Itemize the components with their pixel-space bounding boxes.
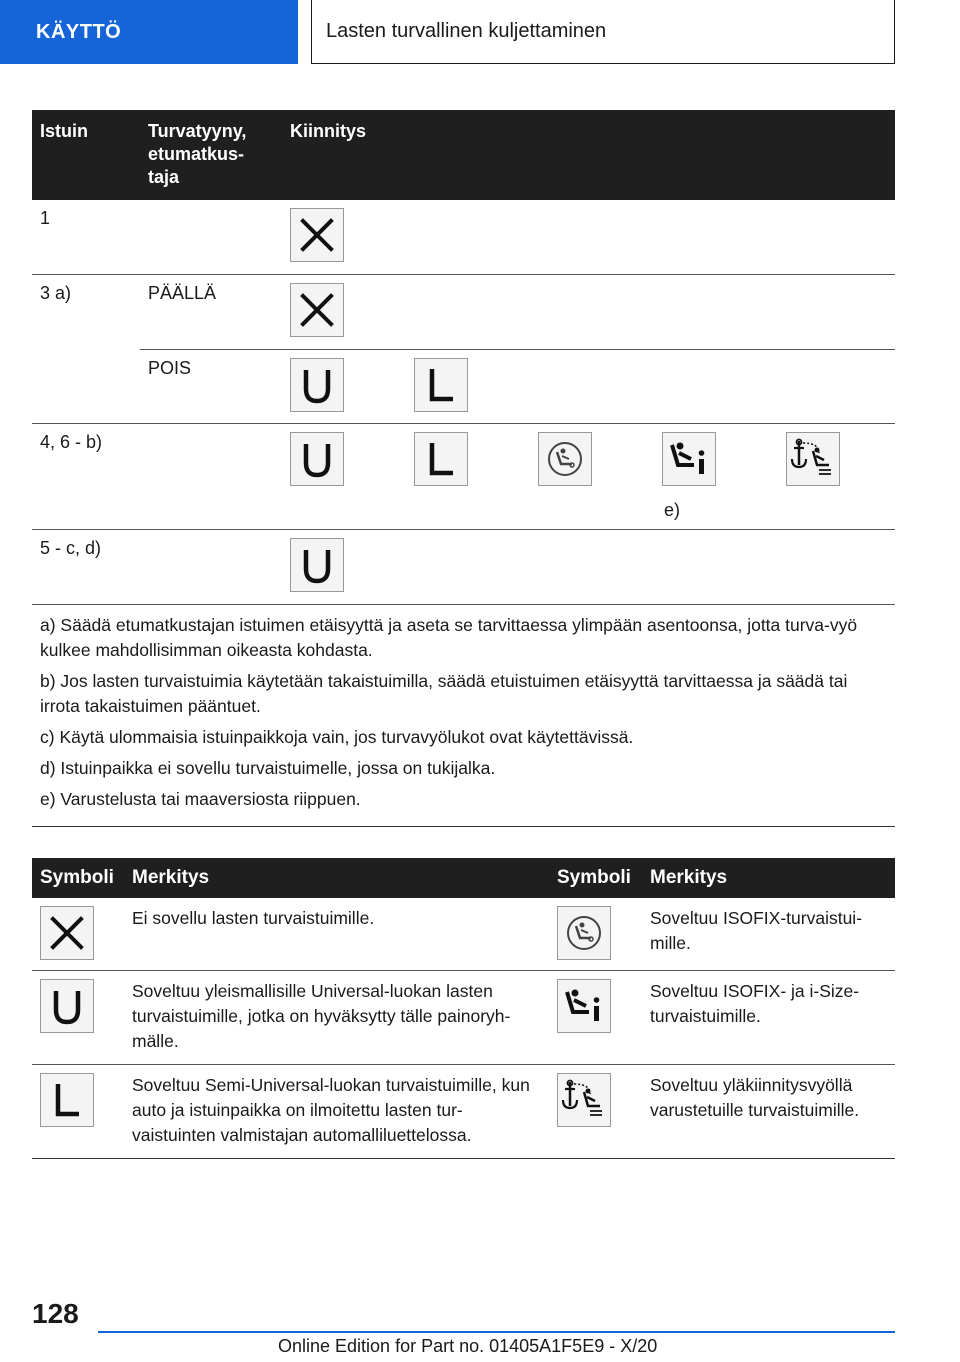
universal-u-icon — [290, 432, 344, 486]
semi-universal-l-icon — [40, 1073, 94, 1127]
airbag-label: PÄÄLLÄ — [140, 275, 282, 350]
symbol-meaning: Ei sovellu lasten turvaistuimille. — [124, 898, 549, 971]
top-tether-icon — [557, 1073, 611, 1127]
footnote: e) Varustelusta tai maaversiosta riippuen. — [40, 789, 361, 809]
not-suitable-icon — [290, 208, 344, 262]
col-header-meaning: Merkitys — [642, 858, 895, 898]
seat-label: 3 a) — [40, 283, 72, 303]
isofix-icon — [557, 906, 611, 960]
col-header-symbol: Symboli — [32, 858, 124, 898]
top-tether-icon — [786, 432, 840, 486]
col-header-symbol: Symboli — [549, 858, 642, 898]
page-number: 128 — [32, 1298, 79, 1329]
footnote: a) Säädä etumatkustajan istuimen etäisyyttä ja aseta se tarvittaessa ylimpään asentoonsa, jotta turva-vyö kulkee mahdollisimman oikeasta kohdasta. — [40, 615, 858, 660]
symbol-meaning: Soveltuu ISOFIX- ja i-Size-turvaistuimille. — [642, 971, 895, 1065]
table-row — [32, 1065, 895, 1159]
table-row — [32, 424, 895, 530]
footnote: b) Jos lasten turvaistuimia käytetään takaistuimilla, säädä etuistuimen etäisyyttä tarvittaessa ja säädä tai irrota takaistuimen pääntuet. — [40, 671, 848, 716]
not-suitable-icon — [40, 906, 94, 960]
seat-label: 1 — [32, 200, 140, 275]
symbol-meaning: Soveltuu yläkiinnitysvyöllä varustetuille turvaistuimille. — [642, 1065, 895, 1159]
universal-u-icon — [290, 538, 344, 592]
semi-universal-l-icon — [414, 432, 468, 486]
airbag-label: POIS — [140, 349, 282, 424]
seat-label: 5 - c, d) — [32, 530, 140, 605]
symbol-meaning: Soveltuu Semi-Universal-luokan turvaistuimille, kun auto ja istuinpaikka on ilmoitettu lasten tur-vaistuinten valmistajan automalliluettelossa. — [124, 1065, 549, 1159]
airbag-label — [140, 200, 282, 275]
airbag-label — [140, 424, 282, 530]
isofix-icon — [538, 432, 592, 486]
footnotes — [32, 605, 895, 827]
table-row — [32, 200, 895, 275]
col-header-mounting: Kiinnitys — [282, 110, 895, 200]
table-row — [32, 530, 895, 605]
universal-u-icon — [40, 979, 94, 1033]
isize-icon — [662, 432, 716, 486]
airbag-label — [140, 530, 282, 605]
universal-u-icon — [290, 358, 344, 412]
symbol-meaning: Soveltuu yleismallisille Universal-luokan lasten turvaistuimille, jotka on hyväksytty tälle painoryh-mälle. — [124, 971, 549, 1065]
seat-label: 4, 6 - b) — [32, 424, 140, 530]
footer-divider — [98, 1331, 895, 1333]
seat-table — [32, 110, 895, 827]
symbol-meaning: Soveltuu ISOFIX-turvaistui-mille. — [642, 898, 895, 971]
footnote: d) Istuinpaikka ei sovellu turvaistuimelle, jossa on tukijalka. — [40, 758, 496, 778]
col-header-airbag: Turvatyyny, etumatkus-taja — [140, 110, 282, 200]
icon-footnote-ref: e) — [664, 500, 681, 520]
footnote: c) Käytä ulommaisia istuinpaikkoja vain, jos turvavyölukot ovat käytettävissä. — [40, 727, 634, 747]
table-row — [32, 898, 895, 971]
edition-footer: Online Edition for Part no. 01405A1F5E9 - X/20 — [278, 1336, 658, 1356]
table-row — [32, 349, 895, 424]
table-row — [32, 275, 895, 350]
col-header-meaning: Merkitys — [124, 858, 549, 898]
table-row — [32, 971, 895, 1065]
not-suitable-icon — [290, 283, 344, 337]
col-header-seat: Istuin — [32, 110, 140, 200]
seat-label — [32, 349, 140, 424]
isize-icon — [557, 979, 611, 1033]
chapter-title: Lasten turvallinen kuljettaminen — [311, 0, 895, 64]
symbol-legend-table — [32, 858, 895, 1159]
section-tab: KÄYTTÖ — [0, 0, 298, 64]
semi-universal-l-icon — [414, 358, 468, 412]
